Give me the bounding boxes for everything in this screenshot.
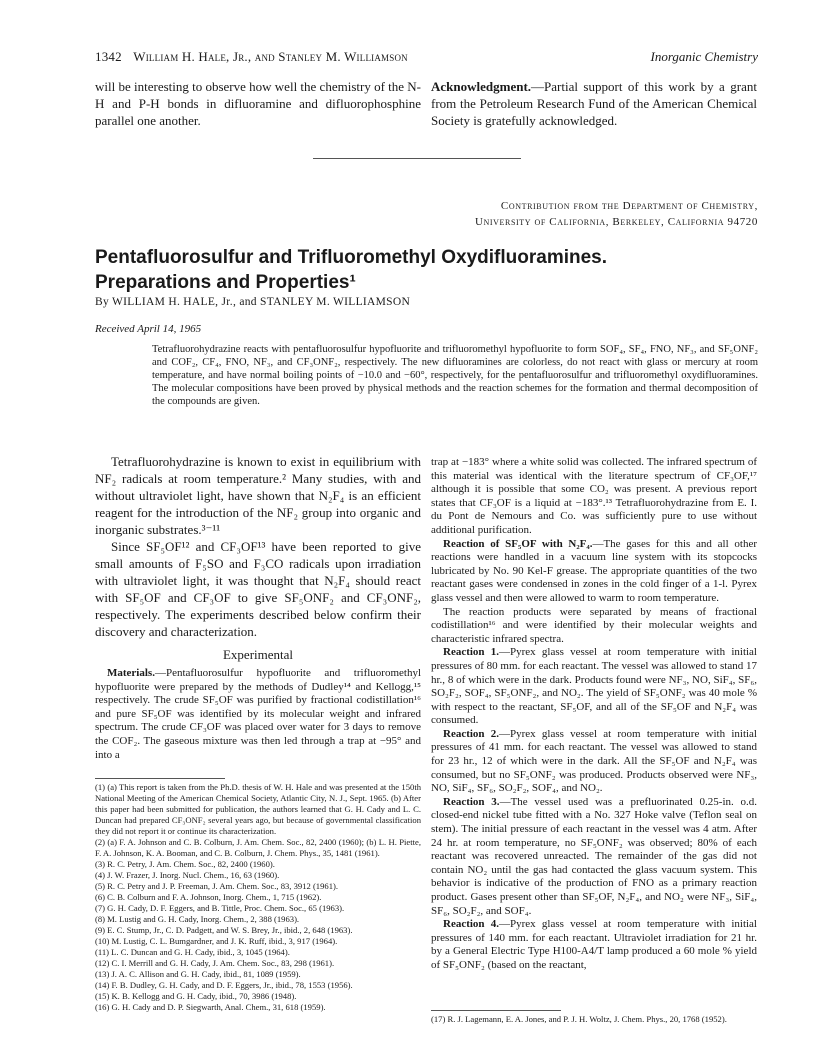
- footnote: (4) J. W. Frazer, J. Inorg. Nucl. Chem., 16, 63 (1960).: [95, 870, 280, 880]
- reaction-3-paragraph: [431, 796, 757, 918]
- reaction-1-heading: Reaction 1.: [443, 646, 500, 659]
- reaction-3-heading: Reaction 3.: [443, 795, 500, 808]
- right-paragraph-2: The reaction products were separated by means of fractional codistillation¹⁶ and were identified by their molecular weights and characteristic infrared spectra.: [431, 605, 757, 645]
- reaction-4-heading: Reaction 4.: [443, 918, 500, 931]
- acknowledgment: [431, 78, 757, 129]
- footnotes-left: [95, 782, 421, 1013]
- footnote: (11) L. C. Duncan and G. H. Cady, ibid., 3, 1045 (1964).: [95, 947, 290, 957]
- footnote-right: (17) R. J. Lagemann, E. A. Jones, and P. J. H. Woltz, J. Chem. Phys., 20, 1768 (1952).: [431, 1014, 727, 1024]
- right-paragraph-1: trap at −183° where a white solid was collected. The infrared spectrum of this material was identical with the literature spectrum of CF₃OF,¹⁷ although it is possible that some CO₂ was present. A previous report states that CF₃OF is a liquid at −183°.¹³ Tetrafluorohydrazine from E. I. du Pont de Nemours and Co. was sufficiently pure to use without additional purification.: [431, 456, 757, 536]
- reaction-2-paragraph: [431, 728, 757, 796]
- footnote-rule-left: [95, 778, 225, 779]
- reaction-4-text: —Pyrex glass vessel at room temperature with initial pressures of 140 mm. for each reactant. Ultraviolet irradiation for 21 hr. by a General Electric Type H100-A4/T lamp produced a 60 mole % yield of SF₅ONF₂ (based on the reactant,: [431, 918, 757, 971]
- running-header: [95, 49, 408, 65]
- section-text: —The gases for this and all other reactions were handled in a vacuum line system with its stopcocks lubricated by No. 90 Kel-F grease. The appropriate quantities of the two reactant gases were condensed in zones in the cold finger of a 1-l. Pyrex glass vessel and then were allowed to warm to room temperature.: [431, 537, 757, 604]
- intro-paragraph-1: Tetrafluorohydrazine is known to exist in equilibrium with NF₂ radicals at room temperature.² Many studies, with and without ultraviolet light, have shown that N₂F₄ is an efficient reagent for the introduction of the NF₂ group into organic and inorganic substrates.³⁻¹¹: [95, 454, 421, 537]
- reaction-2-text: —Pyrex glass vessel at room temperature with initial pressures of 41 mm. for each reactant. The vessel was allowed to stand for 23 hr., 12 of which were in the dark. All the SF₅OF and N₂F₄ was consumed, but no SF₅ONF₂ was produced. Products observed were NF₃, NO, SiF₄, SF₆, SO₂F₂, SOF₄, and NO₂.: [431, 727, 757, 795]
- footnote: (12) C. I. Merrill and G. H. Cady, J. Am. Chem. Soc., 83, 298 (1961).: [95, 958, 335, 968]
- journal-name: Inorganic Chemistry: [650, 49, 758, 64]
- acknowledgment-text: —Partial support of this work by a grant from the Petroleum Research Fund of the American Chemical Society is gratefully acknowledged.: [431, 79, 757, 128]
- acknowledgment-heading: Acknowledgment.: [431, 79, 532, 94]
- contribution-line-1: Contribution from the Department of Chemistry,: [500, 200, 758, 212]
- footnote: (2) (a) F. A. Johnson and C. B. Colburn, J. Am. Chem. Soc., 82, 2400 (1960); (b) L. H. Piette, F. A. Johnson, K. A. Booman, and C. B. Colburn, J. Chem. Phys., 35, 1481 (1961).: [95, 837, 421, 858]
- footnote: (16) G. H. Cady and D. P. Siegwarth, Anal. Chem., 31, 618 (1959).: [95, 1002, 326, 1012]
- section-heading: Reaction of SF₅OF with N₂F₄.: [443, 537, 593, 550]
- footnote: (10) M. Lustig, C. L. Bumgardner, and J. K. Ruff, ibid., 3, 917 (1964).: [95, 936, 338, 946]
- footnote-rule-right: [431, 1010, 561, 1011]
- article-title: [95, 245, 735, 295]
- left-column: [95, 453, 421, 762]
- byline: By WILLIAM H. HALE, Jr., and STANLEY M. WILLIAMSON: [95, 296, 411, 308]
- header-authors: William H. Hale, Jr., and Stanley M. Williamson: [133, 49, 408, 64]
- footnote: (13) J. A. C. Allison and G. H. Cady, ibid., 81, 1089 (1959).: [95, 969, 301, 979]
- footnote: (3) R. C. Petry, J. Am. Chem. Soc., 82, 2400 (1960).: [95, 859, 275, 869]
- reaction-4-paragraph: [431, 918, 757, 972]
- reaction-1-paragraph: [431, 646, 757, 728]
- page-number: 1342: [95, 49, 122, 64]
- materials-text: —Pentafluorosulfur hypofluorite and trifluoromethyl hypofluorite were prepared by the methods of Dudley¹⁴ and Kellogg,¹⁵ respectively. The crude SF₅OF was purified by fractional codistillation¹⁶ and pure SF₅OF was identified by its molecular weight and infrared spectrum. The crude CF₃OF was placed over water for 3 days to remove the COF₂. The gaseous mixture was then led through a trap at −95° and into a: [95, 667, 421, 761]
- footnote: (5) R. C. Petry and J. P. Freeman, J. Am. Chem. Soc., 83, 3912 (1961).: [95, 881, 338, 891]
- footnote: (14) F. B. Dudley, G. H. Cady, and D. F. Eggers, Jr., ibid., 78, 1553 (1956).: [95, 980, 353, 990]
- intro-paragraph-2: Since SF₅OF¹² and CF₃OF¹³ have been reported to give small amounts of F₅SO and F₃CO radicals upon irradiation with ultraviolet light, it was thought that N₂F₄ should react with SF₅OF and CF₃OF to give SF₅ONF₂ and CF₃ONF₂, respectively. The experiments described below confirm their discovery and characterization.: [95, 539, 421, 639]
- section-paragraph: [431, 538, 757, 606]
- article-divider: [313, 158, 521, 159]
- reaction-3-text: —The vessel used was a prefluorinated 0.25-in. o.d. closed-end nickel tube fitted with a No. 327 Hoke valve (Teflon seal on stem). The initial pressure of each reactant in the vessel was 4 atm. After 24 hr. at room temperature, no SF₅ONF₂ was observed; 80% of each reactant was recovered unreacted. The remainder of the gas did not contain NO₂ until the gas had contacted the glass vacuum system. This behavior is indicative of the production of FNO as a primary reaction product. Gases present other than SF₅OF, N₂F₄, and NO₂ were NF₃, SiF₄, SF₆, SO₂F₂, and SOF₄.: [431, 795, 757, 917]
- title-line-2: Preparations and Properties¹: [95, 272, 356, 293]
- materials-paragraph: [95, 667, 421, 762]
- footnote: (9) E. C. Stump, Jr., C. D. Padgett, and W. S. Brey, Jr., ibid., 2, 648 (1963).: [95, 925, 353, 935]
- footnote: (15) K. B. Kellogg and G. H. Cady, ibid., 70, 3986 (1948).: [95, 991, 297, 1001]
- received-date: Received April 14, 1965: [95, 323, 202, 335]
- contribution-affiliation: [318, 198, 758, 230]
- materials-heading: Materials.: [107, 667, 155, 679]
- footnote: (7) G. H. Cady, D. F. Eggers, and B. Tittle, Proc. Chem. Soc., 65 (1963).: [95, 903, 345, 913]
- abstract: Tetrafluorohydrazine reacts with pentafluorosulfur hypofluorite and trifluoromethyl hypofluorite to form SOF₄, SF₄, FNO, NF₃, and SF₅ONF₂ and COF₂, CF₄, FNO, NF₃, and CF₃ONF₂, respectively. The new difluoramines are colorless, do not react with glass or mercury at room temperature, and have normal boiling points of −10.0 and −60°, respectively, for the pentafluorosulfur and trifluoromethyl oxydifluoramines. The molecular compositions have been proved by physical methods and the reaction schemes for the formation and thermal decomposition of the compounds are given.: [152, 344, 758, 407]
- previous-article-text: will be interesting to observe how well the chemistry of the N-H and P-H bonds in difluoramine and difluorophosphine parallel one another.: [95, 79, 422, 128]
- right-column: [431, 456, 757, 973]
- title-line-1: Pentafluorosulfur and Trifluoromethyl Oxydifluoramines.: [95, 247, 608, 268]
- footnote: (8) M. Lustig and G. H. Cady, Inorg. Chem., 2, 388 (1963).: [95, 914, 300, 924]
- contribution-line-2: University of California, Berkeley, California 94720: [474, 216, 758, 228]
- footnote: (6) C. B. Colburn and F. A. Johnson, Inorg. Chem., 1, 715 (1962).: [95, 892, 322, 902]
- reaction-1-text: —Pyrex glass vessel at room temperature with initial pressures of 80 mm. for each reactant. The vessel was allowed to stand 17 hr., 8 of which were in the dark. Products found were NF₃, NO, SiF₄, SF₆, SO₂F₂, SOF₄, SF₅ONF₂, and NO₂. The yield of SF₅ONF₂ was 40 mole % with respect to the reactant, SF₅OF, and all of the SF₅OF and N₂F₄ was consumed.: [431, 646, 757, 727]
- footnote: (1) (a) This report is taken from the Ph.D. thesis of W. H. Hale and was presented at the 150th National Meeting of the American Chemical Society, Atlantic City, N. J., Sept. 1965. (b) After this paper had been submitted for publication, the authors learned that G. H. Cady and L. C. Duncan had prepared CF₃ONF₂ several years ago, but because of governmental classification they did not report it or continue its characterization.: [95, 782, 421, 836]
- experimental-heading: Experimental: [222, 647, 294, 662]
- reaction-2-heading: Reaction 2.: [443, 727, 500, 740]
